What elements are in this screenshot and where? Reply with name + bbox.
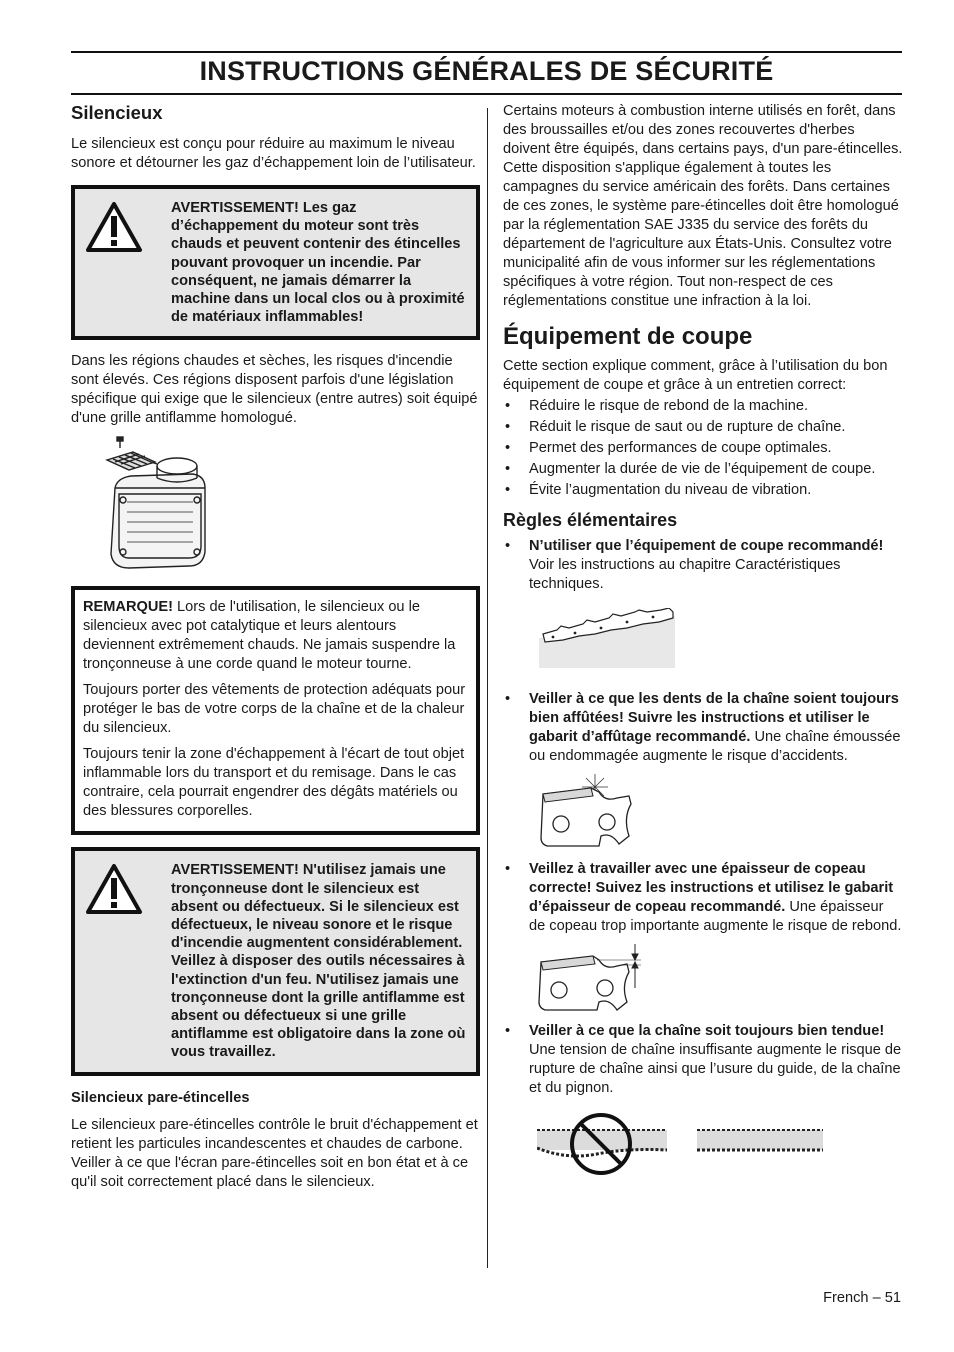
left-column <box>71 102 480 1192</box>
rule-2-bold: Veiller à ce que les dents de la chaîne soient toujours bien affûtées! Suivre les instructions et utiliser le gabarit d’affûtage recommandé. <box>529 691 899 745</box>
rule-3-text: Une épaisseur de copeau trop importante augmente le risque de rebond. <box>529 899 902 934</box>
note-box <box>71 586 480 835</box>
rule-item-3 <box>503 860 903 1012</box>
note-paragraph-1 <box>83 598 466 674</box>
spark-arrestor-paragraph: Le silencieux pare-étincelles contrôle le bruit d'échappement et retient les particules incandescentes et chaudes de carbone. Veiller à ce que l'écran pare-étincelles soit en bon état et à ce qu'il soit correctement placé dans le silencieux. <box>71 1116 478 1190</box>
right-column <box>503 102 903 1176</box>
cutting-equipment-heading: Équipement de coupe <box>503 323 753 350</box>
cutting-equipment-intro: Cette section explique comment, grâce à l’utilisation du bon équipement de coupe et grâce à un entretien correct: <box>503 358 888 393</box>
note-label: REMARQUE! <box>83 599 173 616</box>
list-item: • Permet des performances de coupe optimales. <box>503 439 903 458</box>
list-item: • Évite l’augmentation du niveau de vibration. <box>503 481 903 500</box>
basic-rules-heading: Règles élémentaires <box>503 510 678 530</box>
note-paragraph-3: Toujours tenir la zone d'échappement à l'écart de tout objet inflammable lors du transport et du remisage. Dans le cas contraire, cela pourrait engendrer des dégâts matériels ou des blessures corporelles. <box>83 746 465 820</box>
cutter-tooth-illustration <box>539 774 903 848</box>
rule-item-1 <box>503 537 903 668</box>
warning-box-muffler <box>71 847 480 1075</box>
spark-arrestor-heading: Silencieux pare-étincelles <box>71 1089 250 1106</box>
rule-item-4 <box>503 1022 903 1176</box>
rule-item-2 <box>503 690 903 848</box>
warning-triangle-icon <box>85 199 171 326</box>
rule-1-text: Voir les instructions au chapitre Caractéristiques techniques. <box>529 557 841 592</box>
rule-4-text: Une tension de chaîne insuffisante augmente le risque de rupture de chaîne ainsi que l’usure du guide, de la chaîne et du pignon. <box>529 1042 902 1096</box>
muffler-illustration <box>105 434 480 574</box>
title-rule-top <box>71 51 902 53</box>
title-rule-bottom <box>71 93 902 95</box>
page-title: INSTRUCTIONS GÉNÉRALES DE SÉCURITÉ <box>199 56 774 86</box>
rules-list <box>503 537 903 1176</box>
list-item: • Réduit le risque de saut ou de rupture de chaîne. <box>503 418 903 437</box>
benefits-list <box>503 397 903 500</box>
list-item: • Réduire le risque de rebond de la machine. <box>503 397 903 416</box>
warning-triangle-icon <box>85 861 171 1061</box>
hot-regions-paragraph: Dans les régions chaudes et sèches, les risques d'incendie sont élevés. Ces régions disposent parfois d'une législation spécifique qui exige que le silencieux (entre autres) soit équipé d'une grille antiflamme homologué. <box>71 353 478 427</box>
column-divider <box>487 108 488 1268</box>
rule-3-bold: Veillez à travailler avec une épaisseur de copeau correcte! Suivez les instructions et utilisez le gabarit d’épaisseur de copeau recommandé. <box>529 861 894 915</box>
regulation-paragraph: Certains moteurs à combustion interne utilisés en forêt, dans des broussailles et/ou des zones recouvertes d'herbes doivent être équipés, dans certains pays, d'un pare-étincelles. Cette disposition s'applique également à toutes les campagnes du service américain des forêts. Dans certaines de ces zones, le système pare-étincelles doit être homologué par la réglementation SAE J335 du service des forêts du département de l'agriculture aux États-Unis. Consultez votre municipalité afin de vous informer sur les réglementations spécifiques à votre région. Tout non-respect de ces réglementations constitue une infraction à la loi. <box>503 103 903 309</box>
muffler-heading: Silencieux <box>71 102 163 123</box>
page-footer: French – 51 <box>823 1290 901 1306</box>
note-text-1: Lors de l'utilisation, le silencieux ou le silencieux avec pot catalytique et leurs alentours deviennent extrêmement chauds. Ne jamais suspendre la tronçonneuse à une corde quand le moteur tourne. <box>83 599 456 673</box>
chain-tension-illustration <box>537 1112 903 1176</box>
rule-2-text: Une chaîne émoussée ou endommagée augmente le risque d’accidents. <box>529 729 901 764</box>
note-paragraph-2: Toujours porter des vêtements de protection adéquats pour protéger le bas de votre corps de la chaîne et de la chaleur du silencieux. <box>83 682 466 737</box>
warning-text-exhaust: AVERTISSEMENT! Les gaz d’échappement du moteur sont très chauds et peuvent contenir des étincelles pouvant provoquer un incendie. Par conséquent, ne jamais démarrer la machine dans un local clos ou à proximité de matériaux inflammables! <box>171 200 465 326</box>
muffler-intro: Le silencieux est conçu pour réduire au maximum le niveau sonore et détourner les gaz d’échappement loin de l’utilisateur. <box>71 136 476 171</box>
rule-4-bold: Veiller à ce que la chaîne soit toujours bien tendue! <box>529 1023 885 1039</box>
rule-1-bold: N’utiliser que l’équipement de coupe recommandé! <box>529 538 884 554</box>
depth-gauge-illustration <box>537 944 903 1012</box>
warning-text-muffler: AVERTISSEMENT! N'utilisez jamais une tronçonneuse dont le silencieux est absent ou défectueux. Si le silencieux est défectueux, le niveau sonore et le risque d'incendie augmentent considérablement. Veillez à disposer des outils nécessaires à l'extinction d'un feu. N'utilisez jamais une tronçonneuse dont la grille antiflamme est absent ou défectueux si une grille antiflamme est obligatoire dans la zone où vous travaillez. <box>171 862 466 1061</box>
list-item: • Augmenter la durée de vie de l’équipement de coupe. <box>503 460 903 479</box>
chain-illustration <box>539 608 903 668</box>
warning-box-exhaust <box>71 185 480 340</box>
